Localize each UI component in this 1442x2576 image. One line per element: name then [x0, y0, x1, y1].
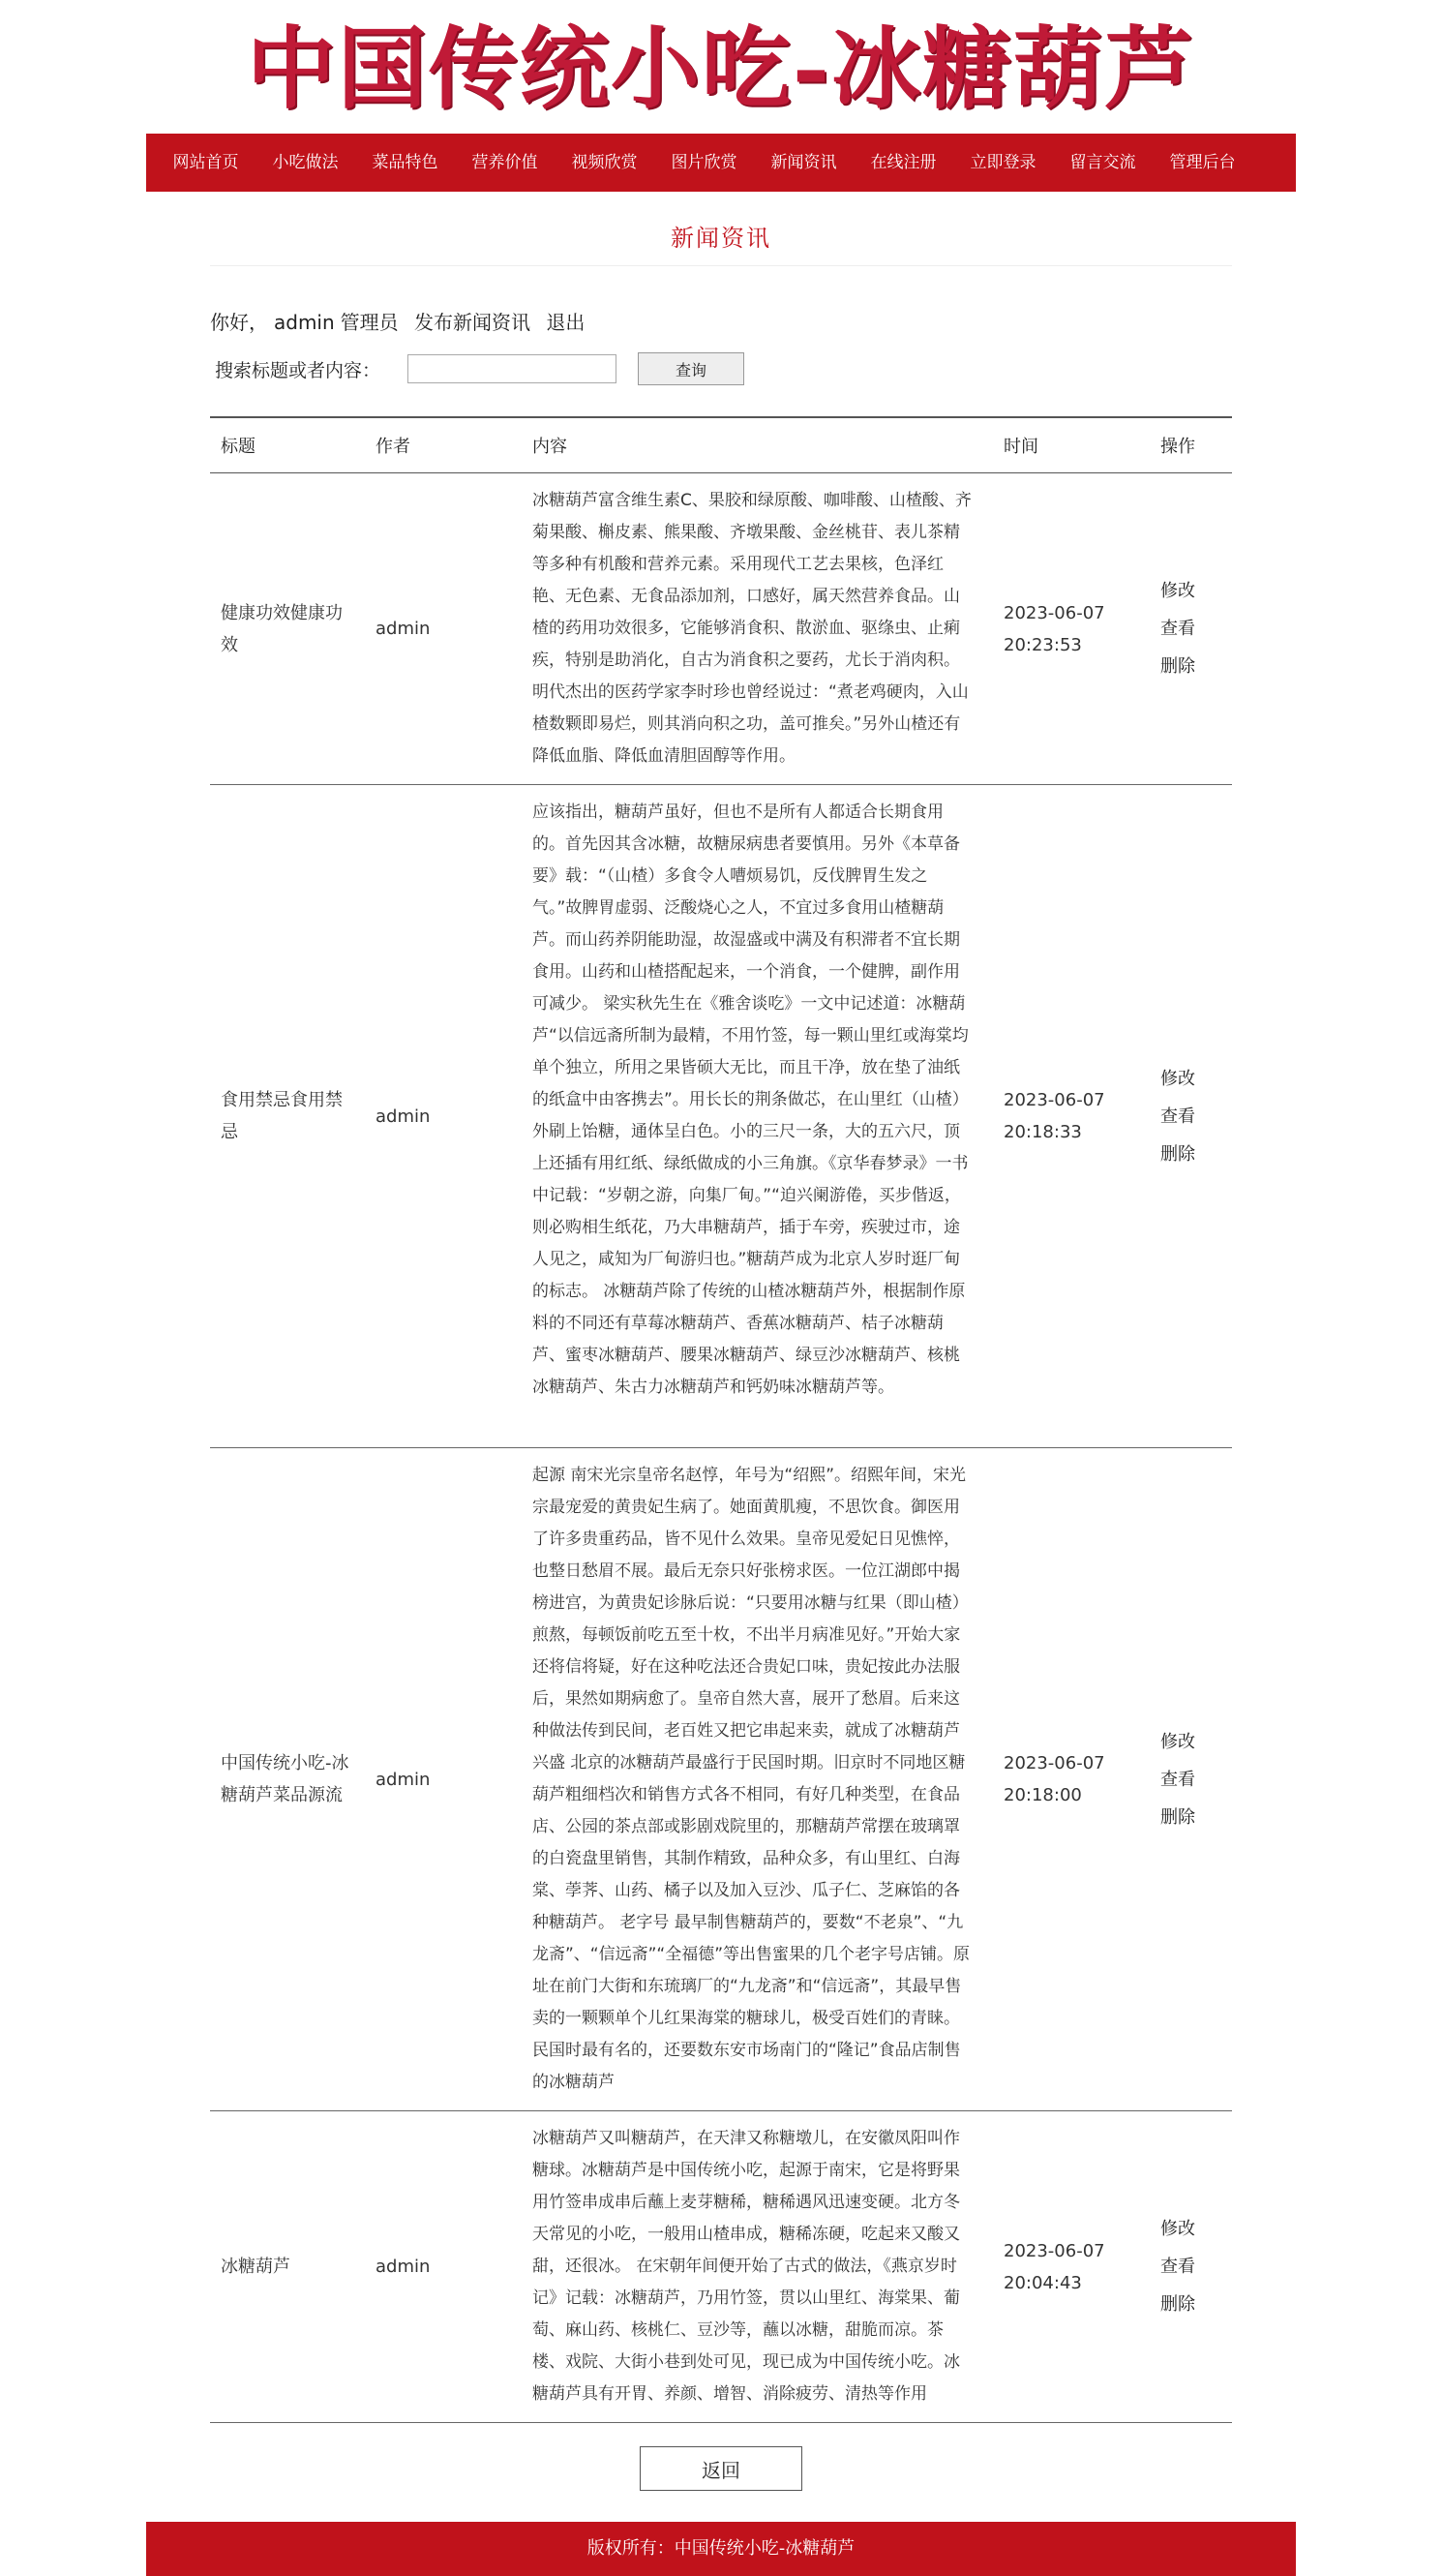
search-label: 搜索标题或者内容：	[215, 359, 381, 381]
nav-item-news[interactable]: 新闻资讯	[770, 153, 837, 172]
table-row	[210, 473, 1232, 785]
news-table	[210, 416, 1232, 2423]
edit-link[interactable]: 修改	[1160, 1068, 1195, 1089]
table-row	[210, 2111, 1232, 2423]
site-banner	[0, 0, 1442, 134]
nav-item-videos[interactable]: 视频欣赏	[571, 153, 638, 172]
search-bar	[215, 352, 744, 385]
header-time: 时间	[993, 417, 1150, 473]
news-content: 应该指出，糖葫芦虽好，但也不是所有人都适合长期食用的。首先因其含冰糖，故糖尿病患者要慎用。另外《本草备要》载：“（山楂）多食令人嘈烦易饥，反伐脾胃生发之气。”故脾胃虚弱、泛酸烧心之人，不宜过多食用山楂糖葫芦。而山药养阴能助湿，故湿盛或中满及有积滞者不宜长期食用。山药和山楂搭配起来，一个消食，一个健脾，副作用可减少。 梁实秋先生在《雅舍谈吃》一文中记述道：冰糖葫芦“以信远斋所制为最精，不用竹签，每一颗山里红或海棠均单个独立，所用之果皆硕大无比，而且干净，放在垫了油纸的纸盒中由客携去”。用长长的荆条做芯，在山里红（山楂）外刷上饴糖，通体呈白色。小的三尺一条，大的五六尺，顶上还插有用红纸、绿纸做成的小三角旗。《京华春梦录》一书中记载：“岁朝之游，向集厂甸。”“迫兴阑游倦，买步偕返，则必购相生纸花，乃大串糖葫芦，插于车旁，疾驶过市，途人见之，咸知为厂甸游归也。”糖葫芦成为北京人岁时逛厂甸的标志。 冰糖葫芦除了传统的山楂冰糖葫芦外，根据制作原料的不同还有草莓冰糖葫芦、香蕉冰糖葫芦、桔子冰糖葫芦、蜜枣冰糖葫芦、腰果冰糖葫芦、绿豆沙冰糖葫芦、核桃冰糖葫芦、朱古力冰糖葫芦和钙奶味冰糖葫芦等。	[532, 803, 969, 1397]
search-input[interactable]	[407, 354, 616, 383]
search-button[interactable]: 查询	[638, 352, 744, 385]
news-actions	[1150, 1448, 1232, 2111]
news-author: admin	[365, 785, 522, 1448]
table-header-row	[210, 417, 1232, 473]
delete-link[interactable]: 删除	[1160, 1143, 1195, 1165]
nav-item-pictures[interactable]: 图片欣赏	[671, 153, 737, 172]
news-actions	[1150, 2111, 1232, 2423]
nav-item-register[interactable]: 在线注册	[870, 153, 937, 172]
news-time: 2023-06-07 20:18:00	[993, 1448, 1150, 2111]
back-button[interactable]: 返回	[640, 2446, 802, 2491]
view-link[interactable]: 查看	[1160, 619, 1195, 639]
view-link[interactable]: 查看	[1160, 1106, 1195, 1127]
news-content-cell	[522, 2111, 993, 2423]
nav-item-admin[interactable]: 管理后台	[1169, 153, 1236, 172]
nav-item-login[interactable]: 立即登录	[970, 153, 1036, 172]
news-title: 食用禁忌食用禁忌	[210, 785, 365, 1448]
news-title: 中国传统小吃-冰糖葫芦菜品源流	[210, 1448, 365, 2111]
site-title: 中国传统小吃-冰糖葫芦	[246, 16, 1196, 121]
news-content: 冰糖葫芦又叫糖葫芦，在天津又称糖墩儿，在安徽凤阳叫作糖球。冰糖葫芦是中国传统小吃，起源于南宋，它是将野果用竹签串成串后蘸上麦芽糖稀，糖稀遇风迅速变硬。北方冬天常见的小吃，一般用山楂串成，糖稀冻硬，吃起来又酸又甜，还很冰。 在宋朝年间便开始了古式的做法，《燕京岁时记》记载：冰糖葫芦，乃用竹签，贯以山里红、海棠果、葡萄、麻山药、核桃仁、豆沙等，蘸以冰糖，甜脆而凉。茶楼、戏院、大街小巷到处可见，现已成为中国传统小吃。冰糖葫芦具有开胃、养颜、增智、消除疲劳、清热等作用	[532, 2129, 960, 2404]
username: admin	[274, 311, 335, 334]
header-actions: 操作	[1150, 417, 1232, 473]
edit-link[interactable]: 修改	[1160, 2219, 1195, 2239]
news-time: 2023-06-07 20:23:53	[993, 473, 1150, 785]
edit-link[interactable]: 修改	[1160, 1731, 1195, 1752]
footer: 版权所有：中国传统小吃-冰糖葫芦	[146, 2522, 1296, 2576]
nav-item-messages[interactable]: 留言交流	[1069, 153, 1136, 172]
header-title: 标题	[210, 417, 365, 473]
view-link[interactable]: 查看	[1160, 2257, 1195, 2277]
news-author: admin	[365, 1448, 522, 2111]
greeting-text	[210, 311, 399, 334]
nav-item-recipes[interactable]: 小吃做法	[272, 153, 339, 172]
news-title: 健康功效健康功效	[210, 473, 365, 785]
delete-link[interactable]: 删除	[1160, 2294, 1195, 2315]
greeting-label: 你好，	[210, 311, 268, 334]
nav-item-features[interactable]: 菜品特色	[372, 153, 438, 172]
news-author: admin	[365, 473, 522, 785]
news-content-cell	[522, 1448, 993, 2111]
news-content-cell	[522, 473, 993, 785]
logout-link[interactable]: 退出	[546, 311, 586, 334]
nav-item-nutrition[interactable]: 营养价值	[471, 153, 538, 172]
delete-link[interactable]: 删除	[1160, 656, 1195, 677]
news-content-cell	[522, 785, 993, 1448]
delete-link[interactable]: 删除	[1160, 1806, 1195, 1828]
news-time: 2023-06-07 20:04:43	[993, 2111, 1150, 2423]
user-role: 管理员	[340, 311, 399, 334]
news-actions	[1150, 785, 1232, 1448]
nav-item-home[interactable]: 网站首页	[172, 153, 239, 172]
news-title: 冰糖葫芦	[210, 2111, 365, 2423]
main-nav	[146, 134, 1296, 192]
page-title: 新闻资讯	[671, 225, 771, 252]
news-actions	[1150, 473, 1232, 785]
news-time: 2023-06-07 20:18:33	[993, 785, 1150, 1448]
header-content: 内容	[522, 417, 993, 473]
title-divider	[210, 265, 1232, 266]
table-row	[210, 1448, 1232, 2111]
view-link[interactable]: 查看	[1160, 1769, 1195, 1790]
news-content: 冰糖葫芦富含维生素C、果胶和绿原酸、咖啡酸、山楂酸、齐菊果酸、槲皮素、熊果酸、齐墩果酸、金丝桃苷、表儿茶精等多种有机酸和营养元素。采用现代工艺去果核，色泽红艳、无色素、无食品添加剂，口感好，属天然营养食品。山楂的药用功效很多，它能够消食积、散淤血、驱绦虫、止痢疾，特别是助消化，自古为消食积之要药，尤长于消肉积。明代杰出的医药学家李时珍也曾经说过：“煮老鸡硬肉，入山楂数颗即易烂，则其消向积之功，盖可推矣。”另外山楂还有降低血脂、降低血清胆固醇等作用。	[532, 491, 972, 766]
user-bar	[210, 307, 594, 335]
header-author: 作者	[365, 417, 522, 473]
publish-news-link[interactable]: 发布新闻资讯	[414, 311, 531, 334]
news-content: 起源 南宋光宗皇帝名赵惇，年号为“绍熙”。绍熙年间，宋光宗最宠爱的黄贵妃生病了。她面黄肌瘦，不思饮食。御医用了许多贵重药品，皆不见什么效果。皇帝见爱妃日见憔悴，也整日愁眉不展。最后无奈只好张榜求医。一位江湖郎中揭榜进宫，为黄贵妃诊脉后说：“只要用冰糖与红果（即山楂）煎熬，每顿饭前吃五至十枚，不出半月病准见好。”开始大家还将信将疑，好在这种吃法还合贵妃口味，贵妃按此办法服后，果然如期病愈了。皇帝自然大喜，展开了愁眉。后来这种做法传到民间，老百姓又把它串起来卖，就成了冰糖葫芦 兴盛 北京的冰糖葫芦最盛行于民国时期。旧京时不同地区糖葫芦粗细档次和销售方式各不相同，有好几种类型，在食品店、公园的茶点部或影剧戏院里的，那糖葫芦常摆在玻璃罩的白瓷盘里销售，其制作精致，品种众多，有山里红、白海棠、荸荠、山药、橘子以及加入豆沙、瓜子仁、芝麻馅的各种糖葫芦。 老字号 最早制售糖葫芦的，要数“不老泉”、“九龙斋”、“信远斋”“全福德”等出售蜜果的几个老字号店铺。原址在前门大街和东琉璃厂的“九龙斋”和“信远斋”，其最早售卖的一颗颗单个儿红果海棠的糖球儿，极受百姓们的青睐。民国时最有名的，还要数东安市场南门的“隆记”食品店制售的冰糖葫芦	[532, 1466, 971, 2092]
edit-link[interactable]: 修改	[1160, 581, 1195, 601]
news-author: admin	[365, 2111, 522, 2423]
table-row	[210, 785, 1232, 1448]
